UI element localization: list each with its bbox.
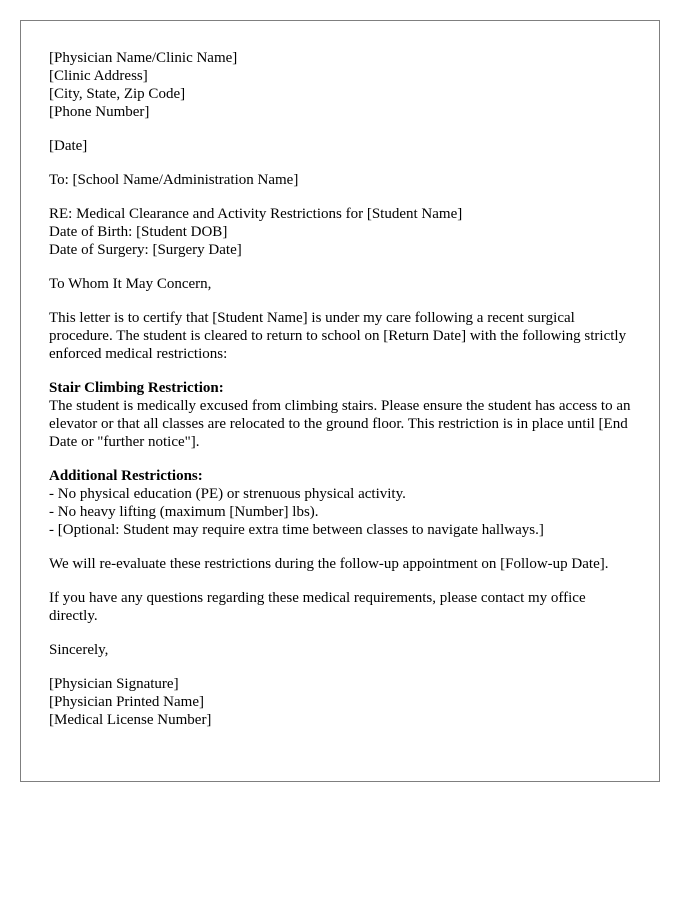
city-state-zip: [City, State, Zip Code] (49, 86, 186, 102)
student-dob: Date of Birth: [Student DOB] (49, 224, 228, 240)
date-line: [Date] (49, 138, 88, 154)
phone-number: [Phone Number] (49, 104, 150, 120)
reference-block (49, 205, 633, 259)
re-subject: RE: Medical Clearance and Activity Restrictions for [Student Name] (49, 206, 463, 222)
salutation-line: To Whom It May Concern, (49, 276, 212, 292)
restriction-item-pe: - No physical education (PE) or strenuous physical activity. (49, 486, 406, 502)
to-line: To: [School Name/Administration Name] (49, 172, 299, 188)
stair-restriction-section (49, 379, 633, 451)
closing-line: Sincerely, (49, 642, 109, 658)
additional-restrictions-section (49, 467, 633, 539)
questions-paragraph: If you have any questions regarding these medical requirements, please contact my office directly. (49, 590, 586, 624)
restriction-item-lifting: - No heavy lifting (maximum [Number] lbs). (49, 504, 319, 520)
intro-paragraph: This letter is to certify that [Student Name] is under my care following a recent surgical procedure. The student is cleared to return to school on [Return Date] with the following strictly enforced medical restrictions: (49, 310, 627, 362)
physician-clinic-name: [Physician Name/Clinic Name] (49, 50, 238, 66)
clinic-address: [Clinic Address] (49, 68, 148, 84)
letter-content (49, 49, 633, 745)
surgery-date: Date of Surgery: [Surgery Date] (49, 242, 242, 258)
letterhead (49, 49, 633, 121)
recipient (49, 171, 633, 189)
restriction-item-optional: - [Optional: Student may require extra time between classes to navigate hallways.] (49, 522, 544, 538)
physician-printed-name: [Physician Printed Name] (49, 694, 204, 710)
reevaluation-paragraph: We will re-evaluate these restrictions during the follow-up appointment on [Follow-up Date]. (49, 556, 609, 572)
letter-page (20, 20, 660, 782)
stair-restriction-heading: Stair Climbing Restriction: (49, 380, 224, 396)
letter-date (49, 137, 633, 155)
closing (49, 641, 633, 659)
signature-block (49, 675, 633, 729)
medical-license-number: [Medical License Number] (49, 712, 212, 728)
salutation (49, 275, 633, 293)
additional-restrictions-heading: Additional Restrictions: (49, 468, 203, 484)
physician-signature: [Physician Signature] (49, 676, 179, 692)
stair-restriction-body: The student is medically excused from climbing stairs. Please ensure the student has access to an elevator or that all classes are relocated to the ground floor. This restriction is in place until [End Date or "further notice"]. (49, 398, 631, 450)
